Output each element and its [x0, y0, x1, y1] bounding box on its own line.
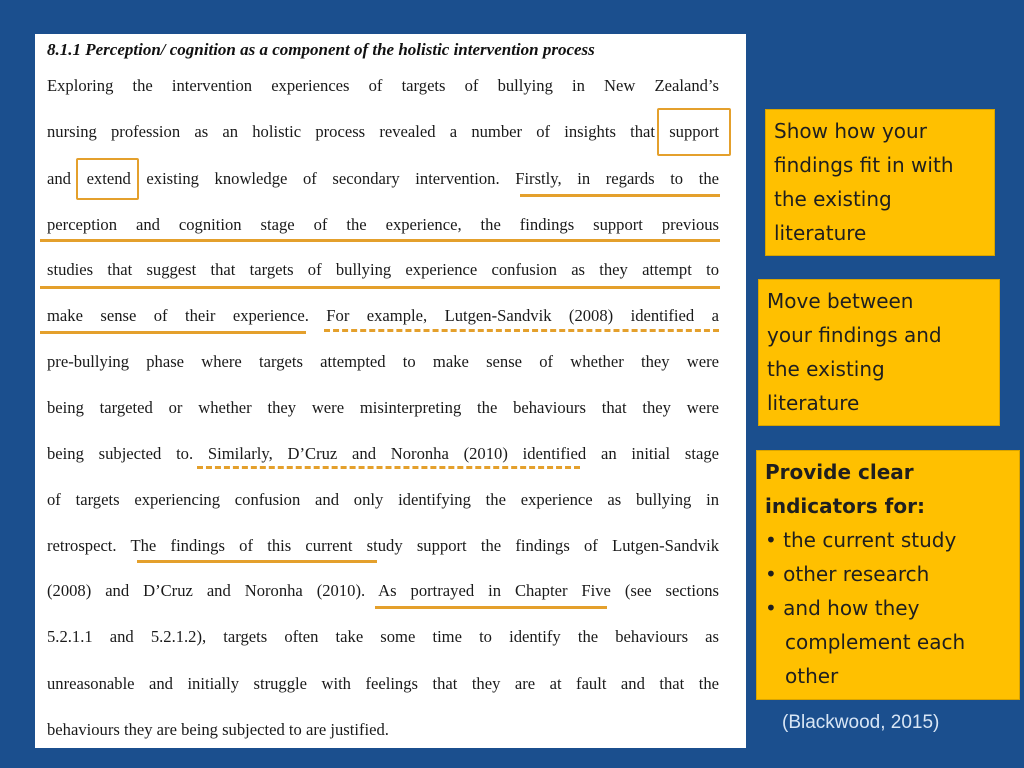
- note2-line-4: literature: [767, 391, 860, 415]
- text-line-1: Exploring the intervention experiences of targets of bullying in New Zealand’s: [47, 76, 719, 95]
- note-fit-literature: [765, 109, 995, 256]
- text-line-4: perception and cognition stage of the experience, the findings support previous: [47, 215, 719, 234]
- text-line-9: being subjected to. Similarly, D’Cruz and Noronha (2010) identified an initial stage: [47, 444, 719, 463]
- text-line-3: and extend existing knowledge of secondary intervention. Firstly, in regards to the: [47, 169, 719, 188]
- text-line-14: unreasonable and initially struggle with feelings that they are at fault and that the: [47, 674, 719, 693]
- note3-bullet-how-they: • and how they: [765, 596, 920, 620]
- note3-bullet-current-study: • the current study: [765, 528, 957, 552]
- underline-portrayed: [375, 606, 607, 609]
- note2-line-1: Move between: [767, 289, 914, 313]
- note3-bullet-complement: complement each: [785, 630, 966, 654]
- note-move-between: [758, 279, 1000, 426]
- citation: (Blackwood, 2015): [782, 712, 940, 733]
- text-line-12: (2008) and D’Cruz and Noronha (2010). As portrayed in Chapter Five (see sections: [47, 581, 719, 600]
- text-line-7: pre-bullying phase where targets attempted to make sense of whether they were: [47, 352, 719, 371]
- highlight-box-support: [657, 108, 731, 156]
- note3-title-1: Provide clear: [765, 460, 914, 484]
- note2-line-2: your findings and: [767, 323, 942, 347]
- dashed-underline-lutgen: [324, 329, 719, 332]
- document-excerpt: [35, 34, 746, 748]
- underline-firstly: [520, 194, 720, 197]
- highlight-box-extend: [76, 158, 139, 200]
- note3-bullet-other: other: [785, 664, 839, 688]
- underline-studies: [40, 286, 720, 289]
- underline-findings: [137, 560, 377, 563]
- note1-line-1: Show how your: [774, 119, 927, 143]
- note2-line-3: the existing: [767, 357, 885, 381]
- note1-line-2: findings fit in with: [774, 153, 954, 177]
- note3-bullet-other-research: • other research: [765, 562, 930, 586]
- text-line-13: 5.2.1.1 and 5.2.1.2), targets often take some time to identify the behaviours as: [47, 627, 719, 646]
- underline-perception: [40, 239, 720, 242]
- underline-make-sense: [40, 331, 306, 334]
- text-line-5: studies that suggest that targets of bullying experience confusion as they attempt to: [47, 260, 719, 279]
- text-line-2: nursing profession as an holistic process revealed a number of insights that support: [47, 122, 719, 141]
- note-clear-indicators: [756, 450, 1020, 700]
- text-line-8: being targeted or whether they were misinterpreting the behaviours that they were: [47, 398, 719, 417]
- note3-title-2: indicators for:: [765, 494, 925, 518]
- dashed-underline-dcruz: [197, 466, 580, 469]
- note1-line-3: the existing: [774, 187, 892, 211]
- section-heading: 8.1.1 Perception/ cognition as a component of the holistic intervention process: [47, 40, 595, 59]
- text-line-15: behaviours they are being subjected to are justified.: [47, 720, 389, 739]
- text-line-10: of targets experiencing confusion and only identifying the experience as bullying in: [47, 490, 719, 509]
- note1-line-4: literature: [774, 221, 867, 245]
- text-line-6: make sense of their experience. For example, Lutgen-Sandvik (2008) identified a: [47, 306, 719, 325]
- text-line-11: retrospect. The findings of this current study support the findings of Lutgen-Sandvik: [47, 536, 719, 555]
